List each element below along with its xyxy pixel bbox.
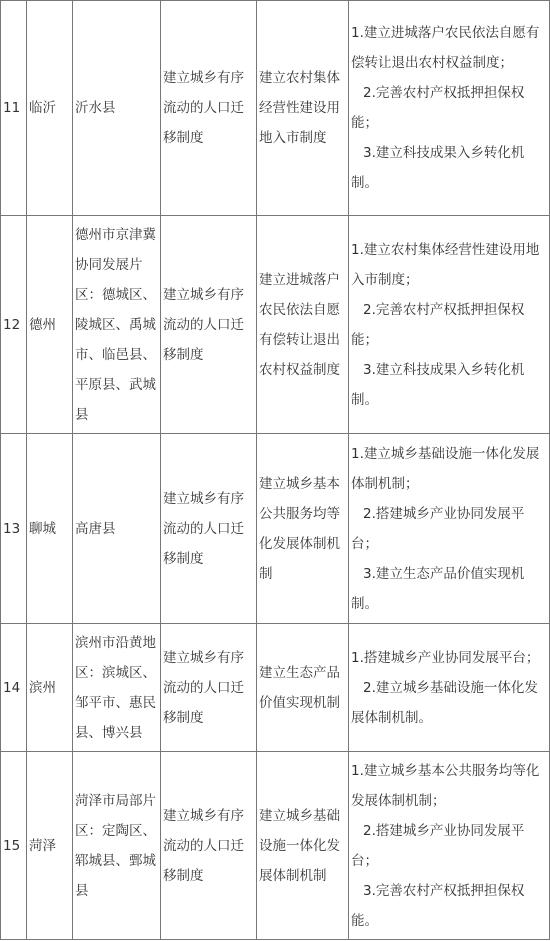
task-item: 3.建立生态产品价值实现机制。	[351, 565, 525, 612]
task-item: 1.建立城乡基本公共服务均等化发展体制机制；	[351, 762, 540, 809]
pilot-area: 菏泽市局部片区：定陶区、郓城县、鄄城县	[73, 752, 161, 940]
reform-item-2: 建立进城落户农民依法自愿有偿转让退出农村权益制度	[257, 216, 349, 434]
task-list	[349, 1, 550, 216]
task-item: 3.完善农村产权抵押担保权能。	[351, 882, 525, 929]
reform-item-1: 建立城乡有序流动的人口迁移制度	[161, 752, 257, 940]
table-row	[1, 624, 550, 752]
city-name: 菏泽	[27, 752, 73, 940]
table-row	[1, 434, 550, 624]
city-name: 临沂	[27, 1, 73, 216]
task-list	[349, 752, 550, 940]
city-name: 聊城	[27, 434, 73, 624]
pilot-area: 德州市京津冀协同发展片区：德城区、陵城区、禹城市、临邑县、平原县、武城县	[73, 216, 161, 434]
task-item: 2.建立城乡基础设施一体化发展体制机制。	[351, 679, 538, 726]
city-name: 滨州	[27, 624, 73, 752]
row-number: 11	[1, 1, 27, 216]
reform-item-2: 建立农村集体经营性建设用地入市制度	[257, 1, 349, 216]
task-list	[349, 216, 550, 434]
task-item: 2.完善农村产权抵押担保权能；	[351, 301, 525, 348]
task-item: 1.建立城乡基础设施一体化发展体制机制；	[351, 445, 540, 492]
row-number: 13	[1, 434, 27, 624]
task-item: 2.搭建城乡产业协同发展平台；	[351, 505, 525, 552]
pilot-area: 高唐县	[73, 434, 161, 624]
task-list	[349, 624, 550, 752]
reform-item-1: 建立城乡有序流动的人口迁移制度	[161, 434, 257, 624]
reform-item-2: 建立城乡基础设施一体化发展体制机制	[257, 752, 349, 940]
table-row	[1, 216, 550, 434]
row-number: 12	[1, 216, 27, 434]
city-name: 德州	[27, 216, 73, 434]
task-item: 1.建立农村集体经营性建设用地入市制度；	[351, 241, 540, 288]
table-row	[1, 752, 550, 940]
task-item: 3.建立科技成果入乡转化机制。	[351, 145, 525, 191]
reform-item-2: 建立生态产品价值实现机制	[257, 624, 349, 752]
reform-item-1: 建立城乡有序流动的人口迁移制度	[161, 624, 257, 752]
task-list	[349, 434, 550, 624]
task-item: 2.搭建城乡产业协同发展平台；	[351, 822, 525, 869]
task-item: 1.建立进城落户农民依法自愿有偿转让退出农村权益制度；	[351, 25, 540, 71]
task-item: 3.建立科技成果入乡转化机制。	[351, 361, 525, 408]
pilot-area: 滨州市沿黄地区：滨城区、邹平市、惠民县、博兴县	[73, 624, 161, 752]
reform-item-2: 建立城乡基本公共服务均等化发展体制机制	[257, 434, 349, 624]
pilot-area: 沂水县	[73, 1, 161, 216]
table-row	[1, 1, 550, 216]
row-number: 15	[1, 752, 27, 940]
reform-item-1: 建立城乡有序流动的人口迁移制度	[161, 216, 257, 434]
task-item: 1.搭建城乡产业协同发展平台；	[351, 649, 540, 666]
reform-item-1: 建立城乡有序流动的人口迁移制度	[161, 1, 257, 216]
task-item: 2.完善农村产权抵押担保权能；	[351, 85, 525, 131]
row-number: 14	[1, 624, 27, 752]
